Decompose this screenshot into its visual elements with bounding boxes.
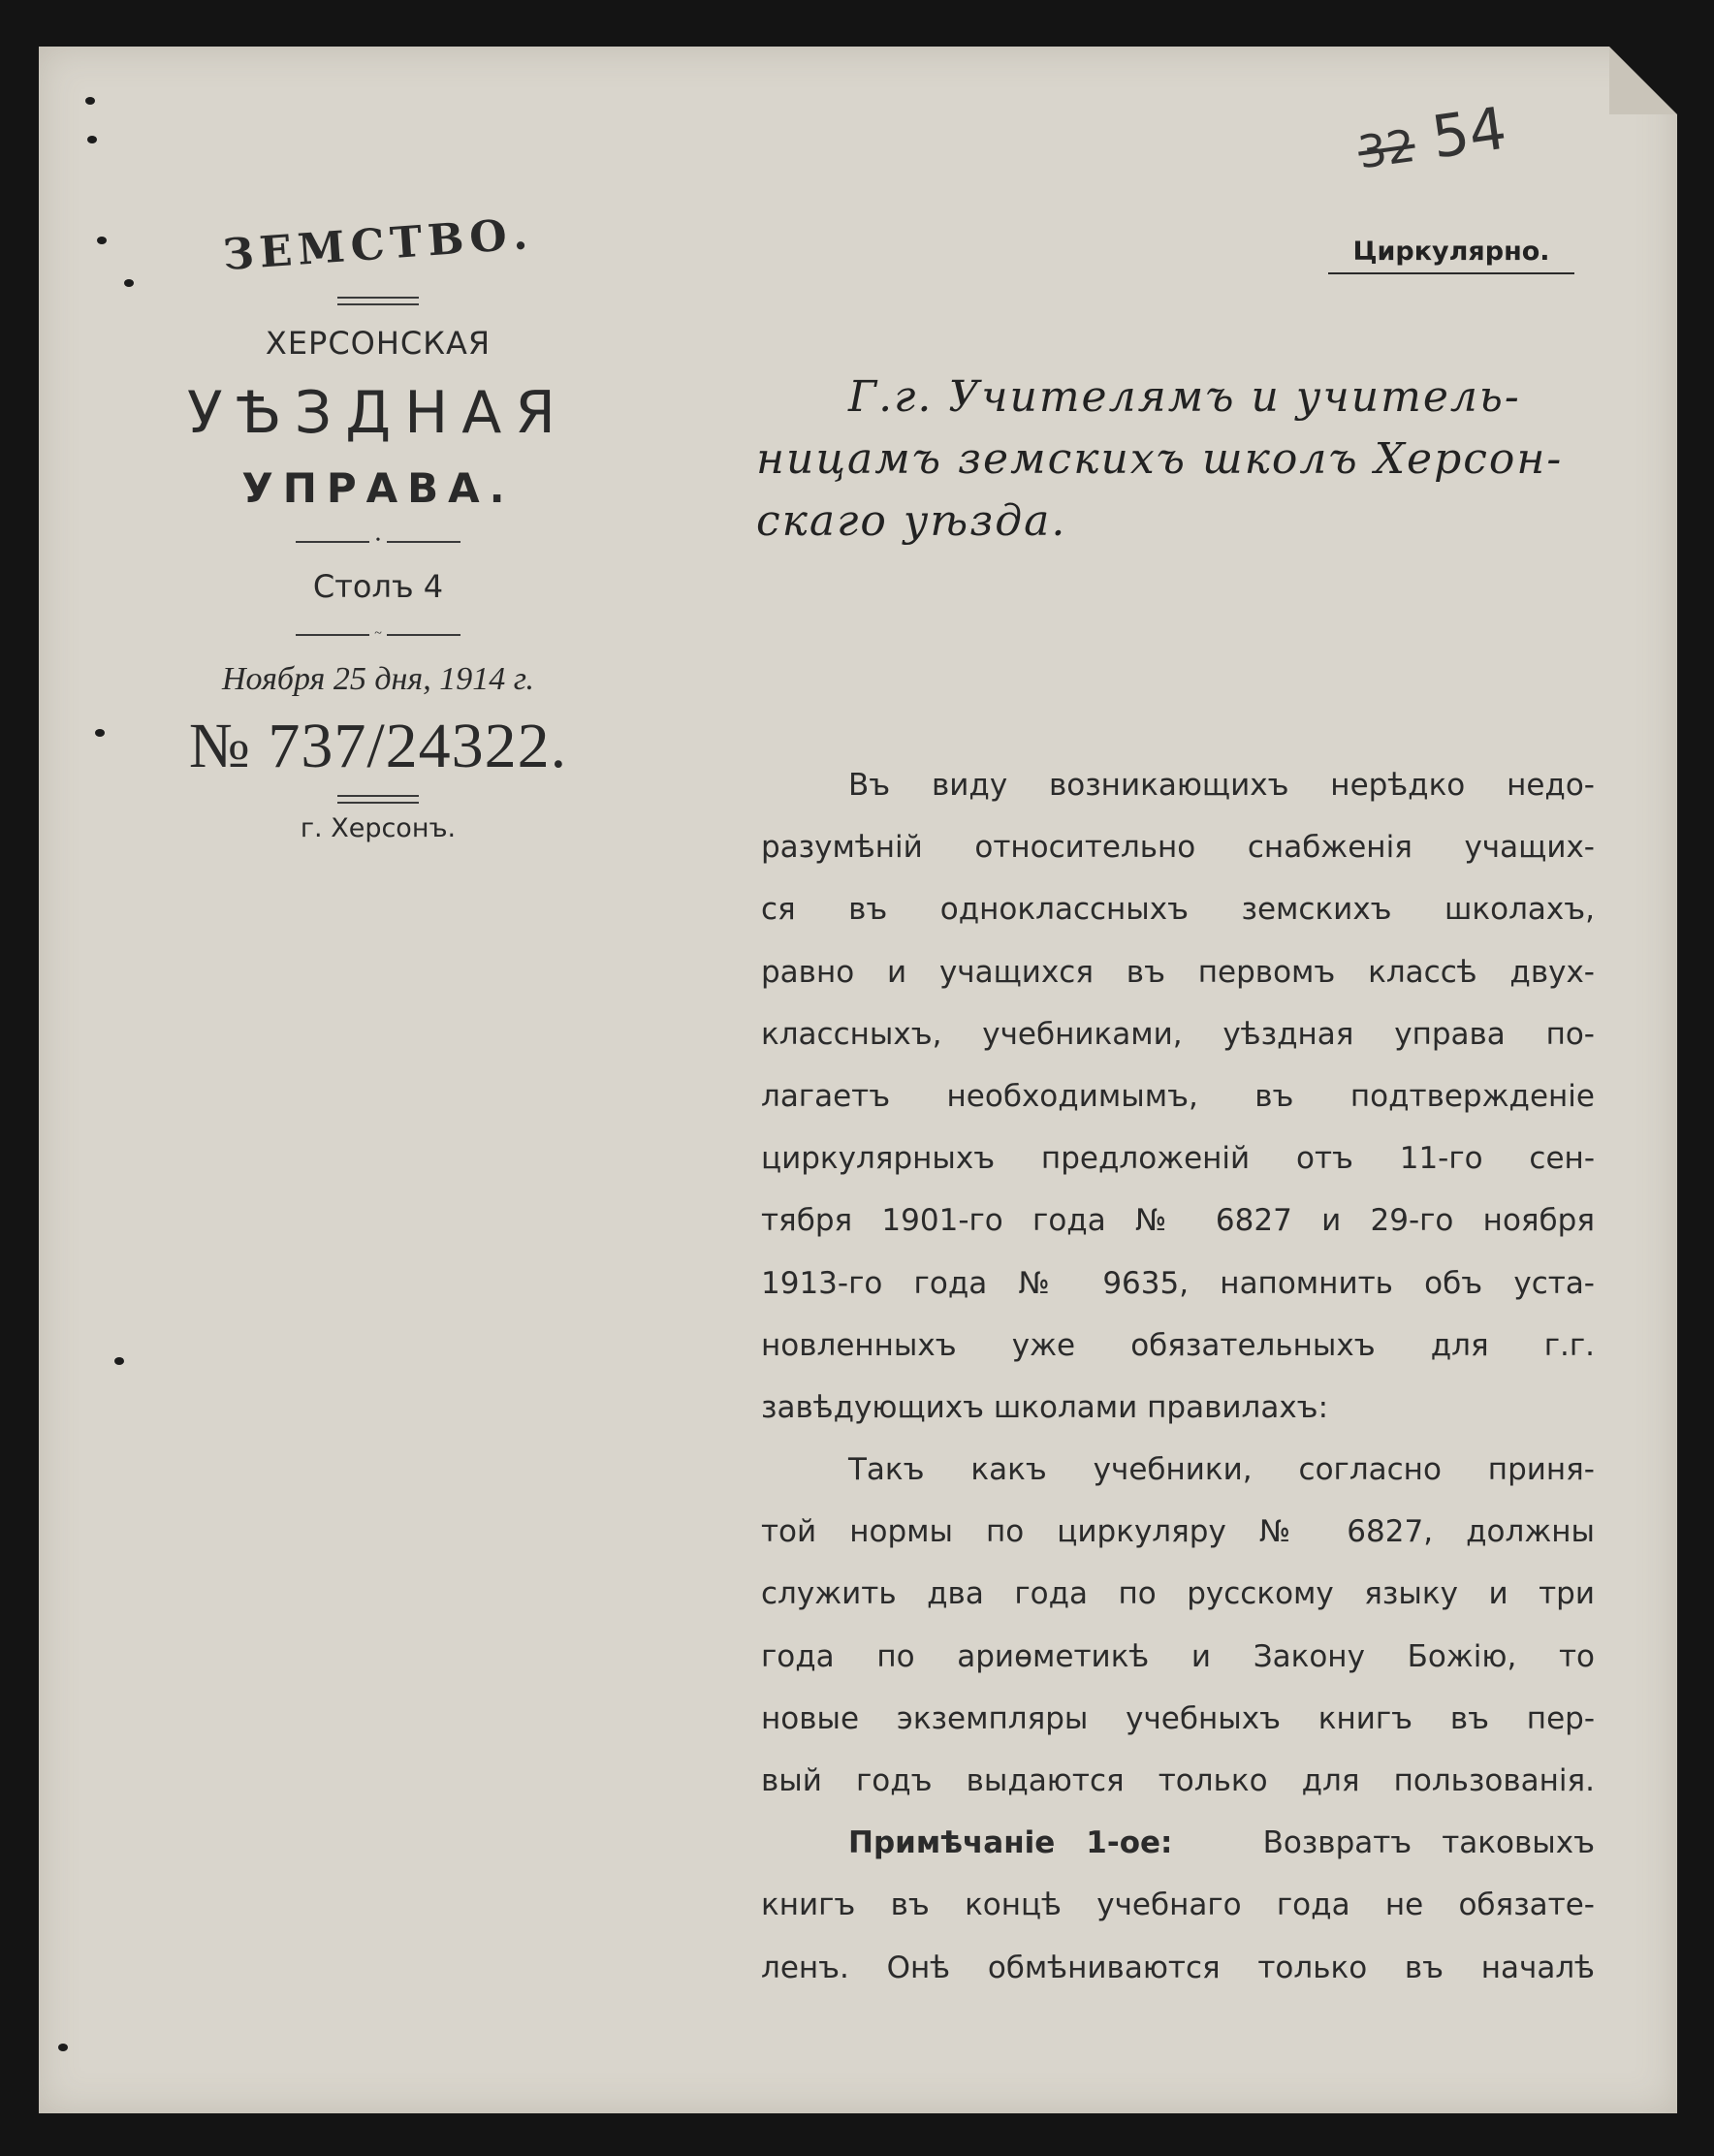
body-line: классныхъ, учебниками, уѣздная управа по-	[761, 1016, 1595, 1052]
note-line: книгъ въ концѣ учебнаго года не обязате-	[761, 1887, 1595, 1923]
handwritten-folio-number	[1353, 95, 1510, 183]
ornament-divider: ~	[296, 628, 460, 642]
punch-mark	[85, 97, 95, 105]
zemstvo-title: ЗЕМСТВО.	[221, 208, 535, 281]
note-text: Возвратъ таковыхъ	[1262, 1825, 1595, 1861]
body-line: года по ариѳметикѣ и Закону Божiю, то	[761, 1638, 1595, 1674]
divider	[337, 297, 419, 305]
body-line: той нормы по циркуляру № 6827, должны	[761, 1514, 1595, 1550]
body-text	[761, 754, 1595, 1999]
body-line: служить два года по русскому языку и три	[761, 1576, 1595, 1612]
divider	[337, 795, 419, 804]
ornament-divider: •	[296, 535, 460, 549]
body-line: новые экземпляры учебныхъ книгъ въ пер-	[761, 1700, 1595, 1736]
addressee	[756, 366, 1590, 553]
body-line: Въ виду возникающихъ нерѣдко недо-	[848, 768, 1595, 803]
body-line: ся въ одноклассныхъ земскихъ школахъ,	[761, 892, 1595, 928]
body-line: Такъ какъ учебники, согласно приня-	[848, 1452, 1595, 1488]
punch-mark	[97, 237, 107, 244]
body-line: равно и учащихся въ первомъ классѣ двух-	[761, 954, 1595, 990]
addressee-line: Г.г. Учителямъ и учитель-	[848, 372, 1521, 422]
punch-mark	[114, 1357, 124, 1365]
body-line: лагаетъ необходимымъ, въ подтвержденiе	[761, 1078, 1595, 1114]
letterhead	[126, 202, 630, 843]
body-line: тября 1901-го года № 6827 и 29-го ноября	[761, 1203, 1595, 1239]
note-line: ленъ. Онѣ обмѣниваются только въ началѣ	[761, 1950, 1595, 1985]
khersonskaya-label: ХЕРСОНСКАЯ	[265, 325, 492, 362]
struck-folio: 32	[1354, 118, 1419, 179]
punch-mark	[58, 2044, 68, 2051]
desk-number: Столъ 4	[312, 568, 444, 605]
document-page	[39, 47, 1677, 2113]
body-line: новленныхъ уже обязательныхъ для г.г.	[761, 1327, 1595, 1363]
note-line	[761, 1812, 1595, 1874]
punch-mark	[95, 729, 105, 737]
addressee-line: скаго уѣзда.	[756, 496, 1067, 546]
body-line: вый годъ выдаются только для пользованiя.	[761, 1763, 1595, 1798]
body-line: 1913-го года № 9635, напомнить объ уста-	[761, 1265, 1595, 1301]
body-line: завѣдующихъ школами правилахъ:	[761, 1389, 1329, 1425]
folded-corner	[1609, 47, 1677, 114]
body-line: разумѣнiй относительно снабженiя учащих-	[761, 830, 1595, 866]
document-date: Ноября 25 дня, 1914 г.	[221, 661, 535, 697]
addressee-line: ницамъ земскихъ школъ Херсон-	[756, 434, 1564, 484]
body-line: циркулярныхъ предложенiй отъ 11-го сен-	[761, 1141, 1595, 1177]
note-label: Примѣчанiе 1-ое:	[848, 1825, 1173, 1861]
folio-number: 54	[1427, 94, 1511, 173]
uezdnaya-label: УѢЗДНАЯ	[187, 379, 569, 447]
city-label: г. Херсонъ.	[300, 813, 457, 843]
circular-label: Циркулярно.	[1328, 237, 1574, 274]
punch-mark	[87, 136, 97, 143]
uprava-label: УПРАВА.	[241, 464, 515, 512]
document-number: № 737/24322.	[188, 711, 568, 781]
